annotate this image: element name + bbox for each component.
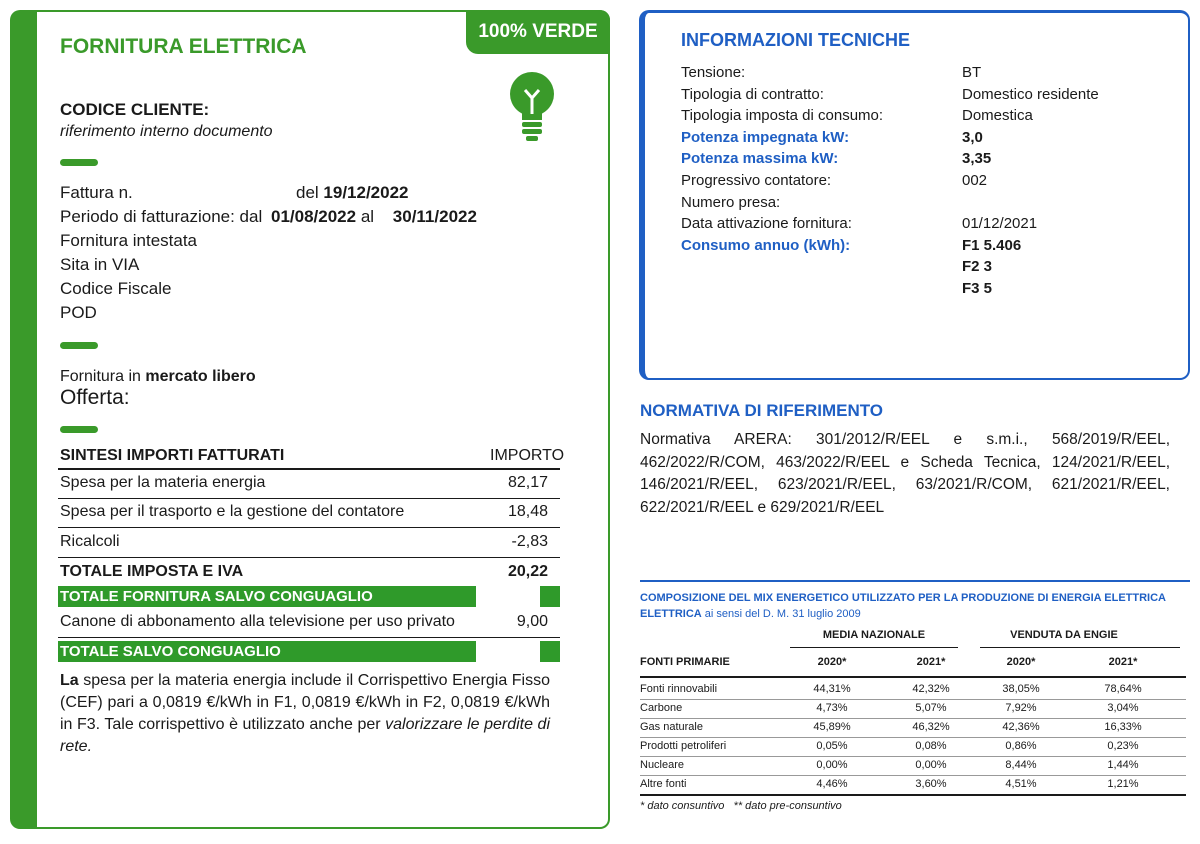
tech-row-label: Tensione: xyxy=(681,64,746,81)
mix-header-rule xyxy=(640,676,1186,678)
tech-row-label: Tipologia di contratto: xyxy=(681,85,824,103)
mix-row-value: 4,73% xyxy=(816,702,848,714)
mix-row-value: 3,04% xyxy=(1107,702,1139,714)
mix-row-value: 16,33% xyxy=(1104,721,1142,733)
tv-fee-label: Canone di abbonamento alla televisione per uso privato xyxy=(60,613,455,630)
normativa-line: 462/2022/R/COM, 463/2022/R/EEL e Scheda Tecnica, 124/2021/R/EEL, xyxy=(640,453,1170,471)
mix-row-divider xyxy=(640,756,1186,757)
mix-row-value: 8,44% xyxy=(1005,759,1037,771)
summary-row-label: Spesa per la materia energia xyxy=(60,474,266,491)
mix-group-engie: VENDUTA DA ENGIE xyxy=(1010,629,1118,641)
grand-total-bar-end xyxy=(540,641,560,662)
tech-row-value: F1 5.406 xyxy=(962,236,1022,254)
mix-row-divider xyxy=(640,718,1186,719)
section-divider xyxy=(60,342,98,349)
tech-row-value: 01/12/2021 xyxy=(962,215,1038,233)
customer-code-note: riferimento interno documento xyxy=(60,123,273,140)
tech-row-value: BT xyxy=(962,64,982,81)
tech-row-label: Consumo annuo (kWh): xyxy=(681,236,851,254)
grand-total-bar xyxy=(58,641,476,662)
billing-period-to: 30/11/2022 xyxy=(392,207,477,226)
mix-row-source: Nucleare xyxy=(640,759,685,771)
row-divider xyxy=(58,527,560,528)
group-underline xyxy=(790,647,958,648)
grand-total-label: TOTALE SALVO CONGUAGLIO xyxy=(60,643,281,660)
billing-period-label: Periodo di fatturazione: dal xyxy=(60,207,263,226)
tech-row-label: Data attivazione fornitura: xyxy=(681,215,852,233)
summary-row-label: Spesa per il trasporto e la gestione del contatore xyxy=(60,503,405,520)
mix-row-value: 78,64% xyxy=(1104,683,1142,695)
summary-row-value: -2,83 xyxy=(511,533,548,550)
mix-row-value: 42,32% xyxy=(912,683,950,695)
section-divider xyxy=(60,159,98,166)
mix-row-source: Prodotti petroliferi xyxy=(640,740,727,752)
summary-row-label: Ricalcoli xyxy=(60,533,120,550)
row-divider xyxy=(58,637,560,638)
tech-row-value: 3,0 xyxy=(962,128,983,146)
tech-row-value: Domestico residente xyxy=(962,85,1099,103)
mix-subtitle-rest: ai sensi del D. M. 31 luglio 2009 xyxy=(701,608,861,620)
mix-subtitle-bold: ELETTRICA xyxy=(640,608,702,620)
tech-row-value: 002 xyxy=(962,172,988,189)
summary-row-value: 18,48 xyxy=(507,503,548,520)
total-tax-value: 20,22 xyxy=(507,563,548,580)
mix-row-value: 0,05% xyxy=(816,740,848,752)
summary-row-value: 82,17 xyxy=(507,474,548,491)
cef-note-italic: valorizzare le perdite di rete. xyxy=(60,716,550,755)
mix-row-source: Gas naturale xyxy=(640,721,703,733)
total-supply-bar xyxy=(58,586,476,607)
normativa-line: Normativa ARERA: 301/2012/R/EEL e s.m.i., 568/2019/R/EEL, xyxy=(640,431,1170,448)
mix-footnote: * dato consuntivo ** dato pre-consuntivo xyxy=(640,800,842,812)
mix-row-value: 0,08% xyxy=(915,740,947,752)
market-prefix: Fornitura in xyxy=(60,368,141,385)
invoice-number-label: Fattura n. xyxy=(60,183,133,202)
mix-row-source: Altre fonti xyxy=(640,778,687,790)
tech-row-value: F3 5 xyxy=(962,280,993,297)
mix-title: COMPOSIZIONE DEL MIX ENERGETICO UTILIZZATO PER LA PRODUZIONE DI ENERGIA ELETTRICA xyxy=(640,592,1166,604)
tech-row-value: 3,35 xyxy=(962,150,992,168)
mix-row-value: 1,21% xyxy=(1107,778,1139,790)
total-tax-label: TOTALE IMPOSTA E IVA xyxy=(60,563,244,580)
mix-row-value: 44,31% xyxy=(813,683,851,695)
row-divider xyxy=(58,557,560,558)
mix-top-rule xyxy=(640,580,1190,582)
mix-row-value: 4,51% xyxy=(1005,778,1037,790)
tech-row-value: F2 3 xyxy=(962,258,993,276)
tv-fee-value: 9,00 xyxy=(516,613,548,630)
invoice-date-prefix: del xyxy=(296,183,319,202)
mix-row-value: 0,00% xyxy=(816,759,848,771)
section-divider xyxy=(60,426,98,433)
mix-row-value: 4,46% xyxy=(816,778,848,790)
cef-note-text: spesa per la materia energia include il Corrispettivo Energia Fisso (CEF) pari a 0,0819 €/kWh in F1, 0,0819 €/kWh in F2, 0,0819 €/kWh in F3. Tale corrispettivo è utilizzato anche per xyxy=(60,672,550,733)
mix-row-divider xyxy=(640,737,1186,738)
mix-row-value: 46,32% xyxy=(912,721,950,733)
summary-header: SINTESI IMPORTI FATTURATI xyxy=(60,447,285,464)
billing-period-from: 01/08/2022 xyxy=(270,207,357,226)
holder-label: Fornitura intestata xyxy=(60,231,198,250)
mix-row-divider xyxy=(640,794,1186,796)
mix-year-header: 2021* xyxy=(916,656,946,668)
tech-row-value: Domestica xyxy=(962,107,1033,125)
tech-info-title: INFORMAZIONI TECNICHE xyxy=(681,30,910,50)
mix-year-header: 2021* xyxy=(1108,656,1138,668)
normativa-line: 622/2021/R/EEL e 629/2021/R/EEL xyxy=(640,498,885,516)
offer-label: Offerta: xyxy=(60,386,130,409)
group-underline xyxy=(980,647,1180,648)
address-label: Sita in VIA xyxy=(60,255,140,274)
tech-row-label: Potenza massima kW: xyxy=(681,150,839,168)
mix-row-value: 42,36% xyxy=(1002,721,1040,733)
mix-row-value: 3,60% xyxy=(915,778,947,790)
mix-subtitle xyxy=(640,608,861,620)
row-divider xyxy=(58,498,560,499)
tax-code-label: Codice Fiscale xyxy=(60,279,172,298)
mix-row-value: 38,05% xyxy=(1002,683,1040,695)
mix-row-value: 1,44% xyxy=(1107,759,1139,771)
mix-row-source: Carbone xyxy=(640,702,683,714)
green-energy-badge: 100% VERDE xyxy=(466,10,610,54)
market-type xyxy=(60,368,256,386)
mix-year-header: 2020* xyxy=(817,656,847,668)
tech-row-label: Tipologia imposta di consumo: xyxy=(681,107,884,125)
invoice-date-value: 19/12/2022 xyxy=(323,183,409,202)
mix-col-source: FONTI PRIMARIE xyxy=(640,656,730,668)
tech-row-label: Potenza impegnata kW: xyxy=(681,128,850,146)
invoice-title: FORNITURA ELETTRICA xyxy=(60,35,307,58)
billing-period xyxy=(60,207,477,227)
lightbulb-icon xyxy=(508,70,556,142)
total-supply-bar-end xyxy=(540,586,560,607)
mix-row-divider xyxy=(640,699,1186,700)
pod-label: POD xyxy=(60,303,97,322)
market-value: mercato libero xyxy=(145,368,256,385)
mix-row-value: 7,92% xyxy=(1005,702,1037,714)
normativa-text xyxy=(640,429,1170,519)
mix-group-national: MEDIA NAZIONALE xyxy=(822,629,926,641)
cef-note xyxy=(60,670,550,758)
mix-row-value: 5,07% xyxy=(915,702,947,714)
mix-row-source: Fonti rinnovabili xyxy=(640,683,718,695)
mix-row-value: 0,00% xyxy=(915,759,947,771)
customer-code-label: CODICE CLIENTE: xyxy=(60,100,210,119)
invoice-date xyxy=(296,183,409,203)
normativa-title: NORMATIVA DI RIFERIMENTO xyxy=(640,401,884,420)
amount-header: IMPORTO xyxy=(490,447,565,464)
normativa-line: 146/2021/R/EEL, 623/2021/R/EEL, 63/2021/R/COM, 621/2021/R/EEL, xyxy=(640,476,1170,493)
mix-year-header: 2020* xyxy=(1006,656,1036,668)
mix-row-value: 0,23% xyxy=(1107,740,1139,752)
billing-period-to-label: al xyxy=(360,207,375,226)
total-supply-label: TOTALE FORNITURA SALVO CONGUAGLIO xyxy=(60,588,373,605)
tech-row-label: Progressivo contatore: xyxy=(681,172,832,189)
mix-row-divider xyxy=(640,775,1186,776)
mix-row-value: 45,89% xyxy=(813,721,851,733)
summary-header-rule xyxy=(58,468,560,470)
tech-row-label: Numero presa: xyxy=(681,193,781,211)
cef-note-lead: La xyxy=(60,672,79,689)
mix-row-value: 0,86% xyxy=(1005,740,1037,752)
